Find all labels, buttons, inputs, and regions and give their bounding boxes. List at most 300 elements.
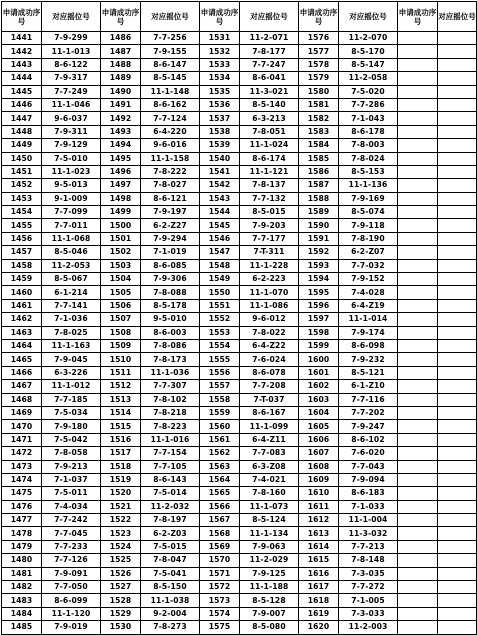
header-cell: 申请成功序号: [2, 2, 42, 32]
empty-cell: [398, 273, 438, 286]
lottery-number-cell: 7-9-180: [42, 420, 101, 433]
empty-cell: [398, 514, 438, 527]
lottery-number-cell: 7-7-126: [42, 554, 101, 567]
lottery-number-cell: 7-6-020: [339, 447, 398, 460]
application-number-cell: 1579: [299, 72, 339, 85]
application-number-cell: 1565: [200, 487, 240, 500]
lottery-number-cell: 11-3-021: [240, 85, 299, 98]
lottery-number-cell: 7-8-273: [141, 621, 200, 634]
lottery-number-cell: 7-8-047: [141, 554, 200, 567]
lottery-number-cell: 7-4-034: [42, 500, 101, 513]
empty-cell: [438, 112, 477, 125]
lottery-number-cell: 11-3-032: [339, 527, 398, 540]
empty-cell: [398, 98, 438, 111]
application-number-cell: 1537: [200, 112, 240, 125]
table-row: [2, 139, 477, 152]
empty-cell: [398, 125, 438, 138]
application-number-cell: 1583: [299, 125, 339, 138]
lottery-number-cell: 7-8-223: [141, 420, 200, 433]
empty-cell: [438, 527, 477, 540]
application-number-cell: 1591: [299, 232, 339, 245]
lottery-number-cell: 6-1-Z10: [339, 380, 398, 393]
empty-cell: [438, 447, 477, 460]
application-number-cell: 1468: [2, 393, 42, 406]
lottery-number-cell: 8-5-170: [339, 45, 398, 58]
lottery-number-cell: 7-9-317: [42, 72, 101, 85]
empty-cell: [398, 206, 438, 219]
empty-cell: [398, 165, 438, 178]
application-number-cell: 1534: [200, 72, 240, 85]
application-number-cell: 1616: [299, 567, 339, 580]
application-number-cell: 1496: [101, 165, 141, 178]
application-number-cell: 1491: [101, 98, 141, 111]
empty-cell: [438, 98, 477, 111]
lottery-number-cell: 7-7-242: [42, 514, 101, 527]
application-number-cell: 1450: [2, 152, 42, 165]
table-row: [2, 393, 477, 406]
lottery-number-cell: 6-2-Z03: [141, 527, 200, 540]
lottery-number-cell: 7-3-033: [339, 607, 398, 620]
lottery-number-cell: 7-9-311: [42, 125, 101, 138]
application-number-cell: 1605: [299, 420, 339, 433]
application-number-cell: 1536: [200, 98, 240, 111]
lottery-number-cell: 7-8-003: [339, 139, 398, 152]
application-number-cell: 1566: [200, 500, 240, 513]
application-number-cell: 1615: [299, 554, 339, 567]
application-number-cell: 1611: [299, 500, 339, 513]
application-number-cell: 1541: [200, 165, 240, 178]
application-number-cell: 1547: [200, 246, 240, 259]
lottery-number-cell: 7-7-307: [141, 380, 200, 393]
table-row: [2, 273, 477, 286]
lottery-number-cell: 8-6-099: [42, 594, 101, 607]
table-row: [2, 206, 477, 219]
empty-cell: [398, 433, 438, 446]
lottery-number-cell: 8-6-102: [339, 433, 398, 446]
application-number-cell: 1461: [2, 299, 42, 312]
lottery-number-cell: 7-T-311: [240, 246, 299, 259]
empty-cell: [438, 313, 477, 326]
lottery-number-cell: 7-9-306: [141, 273, 200, 286]
application-number-cell: 1495: [101, 152, 141, 165]
empty-cell: [398, 406, 438, 419]
lottery-number-cell: 8-5-145: [141, 72, 200, 85]
lottery-number-cell: 6-4-220: [141, 125, 200, 138]
application-number-cell: 1590: [299, 219, 339, 232]
lottery-number-cell: 7-5-010: [42, 152, 101, 165]
application-number-cell: 1483: [2, 594, 42, 607]
lottery-number-cell: 8-6-143: [141, 473, 200, 486]
table-row: [2, 286, 477, 299]
empty-cell: [398, 487, 438, 500]
empty-cell: [438, 366, 477, 379]
application-number-cell: 1587: [299, 179, 339, 192]
application-number-cell: 1464: [2, 339, 42, 352]
lottery-number-cell: 7-8-160: [240, 487, 299, 500]
empty-cell: [438, 487, 477, 500]
lottery-number-cell: 8-6-147: [141, 58, 200, 71]
empty-cell: [438, 58, 477, 71]
lottery-number-cell: 7-7-202: [339, 406, 398, 419]
lottery-number-cell: 7-8-022: [240, 326, 299, 339]
application-number-cell: 1473: [2, 460, 42, 473]
empty-cell: [438, 139, 477, 152]
application-number-cell: 1559: [200, 406, 240, 419]
lottery-number-cell: 7-8-025: [42, 326, 101, 339]
lottery-number-cell: 7-9-197: [141, 206, 200, 219]
header-cell: 对应摇位号: [240, 2, 299, 32]
lottery-number-cell: 6-3-Z08: [240, 460, 299, 473]
lottery-number-cell: 8-5-178: [141, 299, 200, 312]
lottery-number-cell: 7-8-218: [141, 406, 200, 419]
application-number-cell: 1484: [2, 607, 42, 620]
lottery-number-cell: 7-8-027: [141, 179, 200, 192]
lottery-number-cell: 11-1-163: [42, 339, 101, 352]
lottery-number-cell: 8-5-067: [42, 273, 101, 286]
empty-cell: [398, 500, 438, 513]
lottery-number-cell: 7-7-233: [42, 540, 101, 553]
lottery-result-sheet: [1, 1, 476, 632]
application-number-cell: 1472: [2, 447, 42, 460]
empty-cell: [398, 32, 438, 45]
application-number-cell: 1577: [299, 45, 339, 58]
lottery-number-cell: 8-5-074: [339, 206, 398, 219]
empty-cell: [438, 433, 477, 446]
application-number-cell: 1517: [101, 447, 141, 460]
application-number-cell: 1479: [2, 540, 42, 553]
lottery-number-cell: 11-1-012: [42, 380, 101, 393]
application-number-cell: 1595: [299, 286, 339, 299]
lottery-number-cell: 7-9-247: [339, 420, 398, 433]
application-number-cell: 1510: [101, 353, 141, 366]
empty-cell: [398, 366, 438, 379]
application-number-cell: 1457: [2, 246, 42, 259]
empty-cell: [438, 125, 477, 138]
application-number-cell: 1447: [2, 112, 42, 125]
lottery-number-cell: 7-1-043: [339, 112, 398, 125]
lottery-number-cell: 7-7-105: [141, 460, 200, 473]
table-row: [2, 339, 477, 352]
application-number-cell: 1520: [101, 487, 141, 500]
application-number-cell: 1507: [101, 313, 141, 326]
lottery-number-cell: 7-8-058: [42, 447, 101, 460]
application-number-cell: 1482: [2, 581, 42, 594]
application-number-cell: 1556: [200, 366, 240, 379]
empty-cell: [398, 353, 438, 366]
empty-cell: [438, 192, 477, 205]
table-body: [2, 32, 477, 635]
application-number-cell: 1553: [200, 326, 240, 339]
table-row: [2, 607, 477, 620]
empty-cell: [398, 326, 438, 339]
empty-cell: [398, 460, 438, 473]
lottery-number-cell: 11-2-029: [240, 554, 299, 567]
empty-cell: [398, 112, 438, 125]
application-number-cell: 1478: [2, 527, 42, 540]
empty-cell: [398, 45, 438, 58]
table-row: [2, 527, 477, 540]
lottery-number-cell: 8-5-128: [240, 594, 299, 607]
application-number-cell: 1597: [299, 313, 339, 326]
lottery-number-cell: 8-6-078: [240, 366, 299, 379]
lottery-number-cell: 7-9-063: [240, 540, 299, 553]
application-number-cell: 1487: [101, 45, 141, 58]
application-number-cell: 1546: [200, 232, 240, 245]
application-number-cell: 1619: [299, 607, 339, 620]
lottery-number-cell: 8-6-085: [141, 259, 200, 272]
application-number-cell: 1503: [101, 259, 141, 272]
lottery-number-cell: 11-1-120: [42, 607, 101, 620]
empty-cell: [398, 594, 438, 607]
empty-cell: [398, 192, 438, 205]
application-number-cell: 1466: [2, 366, 42, 379]
empty-cell: [438, 380, 477, 393]
empty-cell: [398, 246, 438, 259]
lottery-number-cell: 11-1-073: [240, 500, 299, 513]
application-number-cell: 1446: [2, 98, 42, 111]
application-number-cell: 1508: [101, 326, 141, 339]
application-number-cell: 1490: [101, 85, 141, 98]
table-row: [2, 72, 477, 85]
application-number-cell: 1613: [299, 527, 339, 540]
application-number-cell: 1538: [200, 125, 240, 138]
application-number-cell: 1576: [299, 32, 339, 45]
empty-cell: [438, 259, 477, 272]
application-number-cell: 1578: [299, 58, 339, 71]
application-number-cell: 1571: [200, 567, 240, 580]
table-row: [2, 581, 477, 594]
application-number-cell: 1502: [101, 246, 141, 259]
application-number-cell: 1516: [101, 433, 141, 446]
application-number-cell: 1477: [2, 514, 42, 527]
empty-cell: [398, 339, 438, 352]
empty-cell: [438, 607, 477, 620]
application-number-cell: 1592: [299, 246, 339, 259]
lottery-number-cell: 7-9-091: [42, 567, 101, 580]
application-number-cell: 1562: [200, 447, 240, 460]
application-number-cell: 1458: [2, 259, 42, 272]
application-number-cell: 1445: [2, 85, 42, 98]
header-cell: 申请成功序号: [101, 2, 141, 32]
table-row: [2, 58, 477, 71]
empty-cell: [398, 607, 438, 620]
empty-cell: [398, 232, 438, 245]
lottery-number-cell: 8-5-147: [339, 58, 398, 71]
header-cell: 对应摇位号: [438, 2, 477, 32]
empty-cell: [398, 420, 438, 433]
lottery-number-cell: 6-3-213: [240, 112, 299, 125]
application-number-cell: 1582: [299, 112, 339, 125]
lottery-number-cell: 6-2-223: [240, 273, 299, 286]
header-row: [2, 2, 477, 32]
application-number-cell: 1608: [299, 460, 339, 473]
lottery-number-cell: 7-8-086: [141, 339, 200, 352]
application-number-cell: 1513: [101, 393, 141, 406]
application-number-cell: 1572: [200, 581, 240, 594]
lottery-number-cell: 7-7-050: [42, 581, 101, 594]
lottery-number-cell: 11-1-013: [42, 45, 101, 58]
application-number-cell: 1527: [101, 581, 141, 594]
lottery-number-cell: 11-2-070: [339, 32, 398, 45]
empty-cell: [398, 299, 438, 312]
application-number-cell: 1588: [299, 192, 339, 205]
application-number-cell: 1602: [299, 380, 339, 393]
lottery-number-cell: 6-1-214: [42, 286, 101, 299]
application-number-cell: 1551: [200, 299, 240, 312]
empty-cell: [438, 232, 477, 245]
lottery-number-cell: 7-7-043: [339, 460, 398, 473]
application-number-cell: 1554: [200, 339, 240, 352]
application-number-cell: 1532: [200, 45, 240, 58]
application-number-cell: 1442: [2, 45, 42, 58]
table-row: [2, 621, 477, 634]
lottery-number-cell: 11-1-023: [42, 165, 101, 178]
lottery-number-cell: 11-1-038: [141, 594, 200, 607]
empty-cell: [398, 473, 438, 486]
lottery-number-cell: 9-5-013: [42, 179, 101, 192]
empty-cell: [398, 85, 438, 98]
lottery-number-cell: 11-1-004: [339, 514, 398, 527]
table-row: [2, 313, 477, 326]
table-row: [2, 554, 477, 567]
lottery-number-cell: 11-2-003: [339, 621, 398, 634]
empty-cell: [438, 246, 477, 259]
table-row: [2, 366, 477, 379]
application-number-cell: 1568: [200, 527, 240, 540]
lottery-number-cell: 11-1-068: [42, 232, 101, 245]
lottery-number-cell: 11-1-046: [42, 98, 101, 111]
application-number-cell: 1533: [200, 58, 240, 71]
lottery-number-cell: 7-7-247: [240, 58, 299, 71]
application-number-cell: 1481: [2, 567, 42, 580]
table-row: [2, 299, 477, 312]
application-number-cell: 1555: [200, 353, 240, 366]
empty-cell: [438, 567, 477, 580]
application-number-cell: 1525: [101, 554, 141, 567]
empty-cell: [438, 179, 477, 192]
empty-cell: [438, 152, 477, 165]
application-number-cell: 1449: [2, 139, 42, 152]
lottery-number-cell: 7-8-088: [141, 286, 200, 299]
application-number-cell: 1542: [200, 179, 240, 192]
application-number-cell: 1606: [299, 433, 339, 446]
application-number-cell: 1607: [299, 447, 339, 460]
application-number-cell: 1459: [2, 273, 42, 286]
application-number-cell: 1596: [299, 299, 339, 312]
application-number-cell: 1539: [200, 139, 240, 152]
empty-cell: [438, 393, 477, 406]
lottery-number-table: [1, 1, 477, 635]
application-number-cell: 1518: [101, 460, 141, 473]
application-number-cell: 1581: [299, 98, 339, 111]
lottery-number-cell: 8-5-080: [240, 621, 299, 634]
lottery-number-cell: 6-4-Z19: [339, 299, 398, 312]
lottery-number-cell: 7-9-125: [240, 567, 299, 580]
lottery-number-cell: 8-5-124: [240, 514, 299, 527]
empty-cell: [398, 286, 438, 299]
lottery-number-cell: 7-7-032: [339, 259, 398, 272]
empty-cell: [438, 540, 477, 553]
application-number-cell: 1456: [2, 232, 42, 245]
lottery-number-cell: 11-1-228: [240, 259, 299, 272]
lottery-number-cell: 7-9-174: [339, 326, 398, 339]
lottery-number-cell: 7-9-007: [240, 607, 299, 620]
lottery-number-cell: 6-3-226: [42, 366, 101, 379]
lottery-number-cell: 7-8-024: [339, 152, 398, 165]
lottery-number-cell: 11-1-070: [240, 286, 299, 299]
lottery-number-cell: 8-6-174: [240, 152, 299, 165]
application-number-cell: 1470: [2, 420, 42, 433]
empty-cell: [398, 393, 438, 406]
lottery-number-cell: 7-8-051: [240, 125, 299, 138]
lottery-number-cell: 9-6-016: [141, 139, 200, 152]
lottery-number-cell: 7-8-102: [141, 393, 200, 406]
empty-cell: [438, 514, 477, 527]
application-number-cell: 1471: [2, 433, 42, 446]
application-number-cell: 1448: [2, 125, 42, 138]
table-row: [2, 232, 477, 245]
lottery-number-cell: 7-8-137: [240, 179, 299, 192]
application-number-cell: 1544: [200, 206, 240, 219]
empty-cell: [398, 152, 438, 165]
lottery-number-cell: 7-T-037: [240, 393, 299, 406]
table-row: [2, 152, 477, 165]
lottery-number-cell: 7-5-015: [141, 540, 200, 553]
empty-cell: [438, 286, 477, 299]
application-number-cell: 1580: [299, 85, 339, 98]
lottery-number-cell: 11-1-121: [240, 165, 299, 178]
lottery-number-cell: 7-7-045: [42, 527, 101, 540]
table-row: [2, 246, 477, 259]
application-number-cell: 1560: [200, 420, 240, 433]
application-number-cell: 1586: [299, 165, 339, 178]
lottery-number-cell: 7-9-118: [339, 219, 398, 232]
application-number-cell: 1452: [2, 179, 42, 192]
application-number-cell: 1599: [299, 339, 339, 352]
lottery-number-cell: 7-7-249: [42, 85, 101, 98]
lottery-number-cell: 11-1-086: [240, 299, 299, 312]
application-number-cell: 1574: [200, 607, 240, 620]
lottery-number-cell: 7-8-190: [339, 232, 398, 245]
lottery-number-cell: 11-1-158: [141, 152, 200, 165]
application-number-cell: 1500: [101, 219, 141, 232]
lottery-number-cell: 8-6-041: [240, 72, 299, 85]
lottery-number-cell: 11-1-134: [240, 527, 299, 540]
lottery-number-cell: 6-4-Z22: [240, 339, 299, 352]
lottery-number-cell: 7-7-116: [339, 393, 398, 406]
application-number-cell: 1617: [299, 581, 339, 594]
application-number-cell: 1475: [2, 487, 42, 500]
lottery-number-cell: 8-5-150: [141, 581, 200, 594]
lottery-number-cell: 11-1-014: [339, 313, 398, 326]
lottery-number-cell: 8-6-183: [339, 487, 398, 500]
application-number-cell: 1511: [101, 366, 141, 379]
empty-cell: [438, 554, 477, 567]
table-row: [2, 125, 477, 138]
table-row: [2, 85, 477, 98]
application-number-cell: 1465: [2, 353, 42, 366]
lottery-number-cell: 9-5-010: [141, 313, 200, 326]
application-number-cell: 1441: [2, 32, 42, 45]
application-number-cell: 1575: [200, 621, 240, 634]
application-number-cell: 1488: [101, 58, 141, 71]
lottery-number-cell: 7-8-222: [141, 165, 200, 178]
table-row: [2, 500, 477, 513]
lottery-number-cell: 7-7-011: [42, 219, 101, 232]
empty-cell: [438, 273, 477, 286]
lottery-number-cell: 7-7-208: [240, 380, 299, 393]
lottery-number-cell: 7-9-213: [42, 460, 101, 473]
